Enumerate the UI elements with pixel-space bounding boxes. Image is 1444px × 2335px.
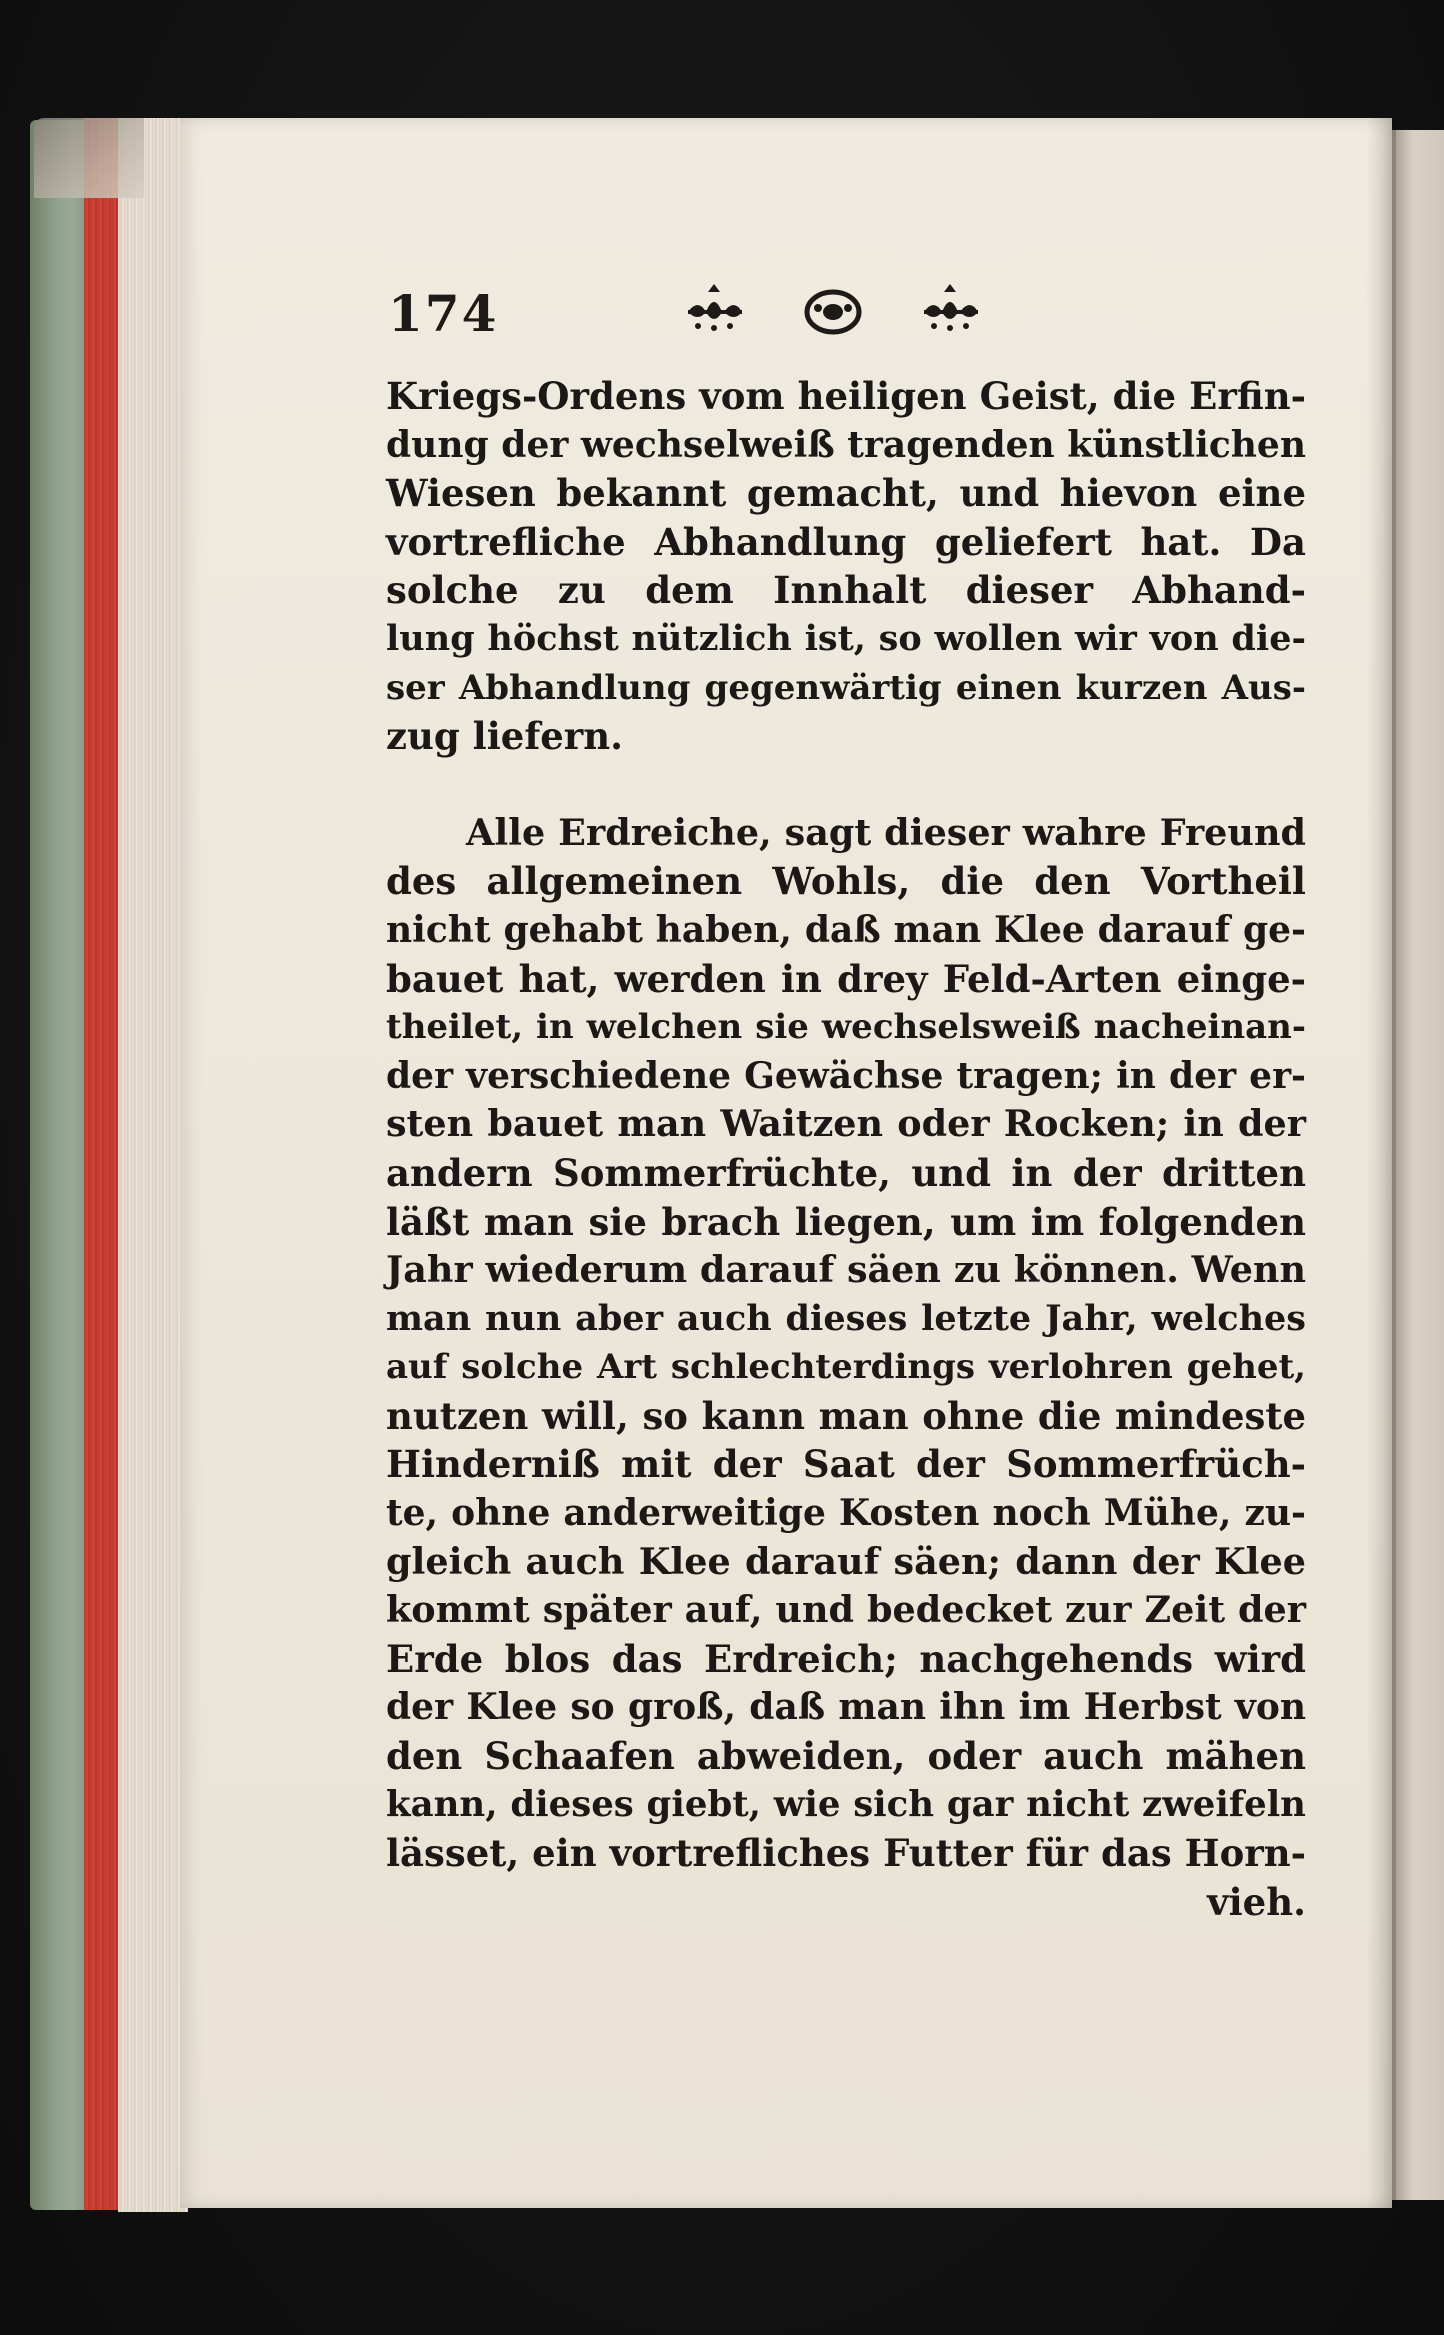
gutter-shadow [1366, 118, 1396, 2208]
text-line: solche zu dem Innhalt dieser Abhand- [386, 568, 1306, 613]
text-line: nicht gehabt haben, daß man Klee darauf ge- [386, 908, 1306, 951]
paragraph-1 [386, 372, 1306, 761]
text-line: sten bauet man Waitzen oder Rocken; in der [386, 1102, 1306, 1146]
text-line: zug liefern. [386, 714, 624, 759]
text-line: lässet, ein vortrefliches Futter für das Horn- [386, 1831, 1306, 1876]
text-line: theilet, in welchen sie wechselsweiß nacheinan- [386, 1007, 1306, 1048]
page-header [388, 278, 1008, 348]
text-line: lung höchst nützlich ist, so wollen wir von die- [386, 617, 1306, 659]
text-line: der verschiedene Gewächse tragen; in der er- [386, 1054, 1306, 1097]
text-line: dung der wechselweiß tragenden künstlichen [386, 423, 1306, 466]
text-line: man nun aber auch dieses letzte Jahr, welches [386, 1297, 1306, 1339]
text-line: te, ohne anderweitige Kosten noch Mühe, zu- [386, 1492, 1306, 1535]
text-line: Jahr wiederum darauf säen zu können. Wenn [386, 1248, 1306, 1292]
text-line: bauet hat, werden in drey Feld-Arten einge- [386, 956, 1306, 1001]
red-page-edges [84, 118, 120, 2210]
text-line: den Schaafen abweiden, oder auch mähen [386, 1734, 1306, 1779]
paragraph-gap [386, 761, 1306, 809]
ornament-fleuron-icon [668, 278, 998, 348]
text-line: Kriegs-Ordens vom heiligen Geist, die Erfin- [386, 374, 1306, 418]
stacked-page-edges [118, 118, 188, 2212]
worn-corner [34, 118, 144, 198]
text-line: Hinderniß mit der Saat der Sommerfrüch- [386, 1442, 1306, 1487]
text-line: Erde blos das Erdreich; nachgehends wird [386, 1636, 1306, 1681]
catchword: vieh. [1207, 1879, 1306, 1924]
page-number: 174 [388, 284, 499, 343]
text-line: des allgemeinen Wohls, die den Vortheil [386, 859, 1306, 904]
text-line: gleich auch Klee darauf säen; dann der Klee [386, 1539, 1306, 1583]
text-line: Wiesen bekannt gemacht, und hievon eine [386, 471, 1306, 516]
body-text [386, 372, 1306, 1926]
text-line: andern Sommerfrüchte, und in der dritten [386, 1150, 1306, 1195]
text-line: Alle Erdreiche, sagt dieser wahre Freund [466, 810, 1306, 854]
facing-page-sliver [1392, 130, 1444, 2200]
paragraph-2 [386, 809, 1306, 1878]
text-line: läßt man sie brach liegen, um im folgenden [386, 1199, 1306, 1244]
text-line: nutzen will, so kann man ohne die mindeste [386, 1393, 1306, 1438]
text-line: vortrefliche Abhandlung geliefert hat. Da [386, 519, 1306, 564]
text-line: auf solche Art schlechterdings verlohren gehet, [386, 1347, 1306, 1388]
text-line: kommt später auf, und bedecket zur Zeit der [386, 1588, 1306, 1632]
text-line: der Klee so groß, daß man ihn im Herbst von [386, 1686, 1306, 1729]
text-line: kann, dieses giebt, wie sich gar nicht zweifeln [386, 1783, 1306, 1825]
text-line: ser Abhandlung gegenwärtig einen kurzen Aus- [386, 667, 1306, 708]
